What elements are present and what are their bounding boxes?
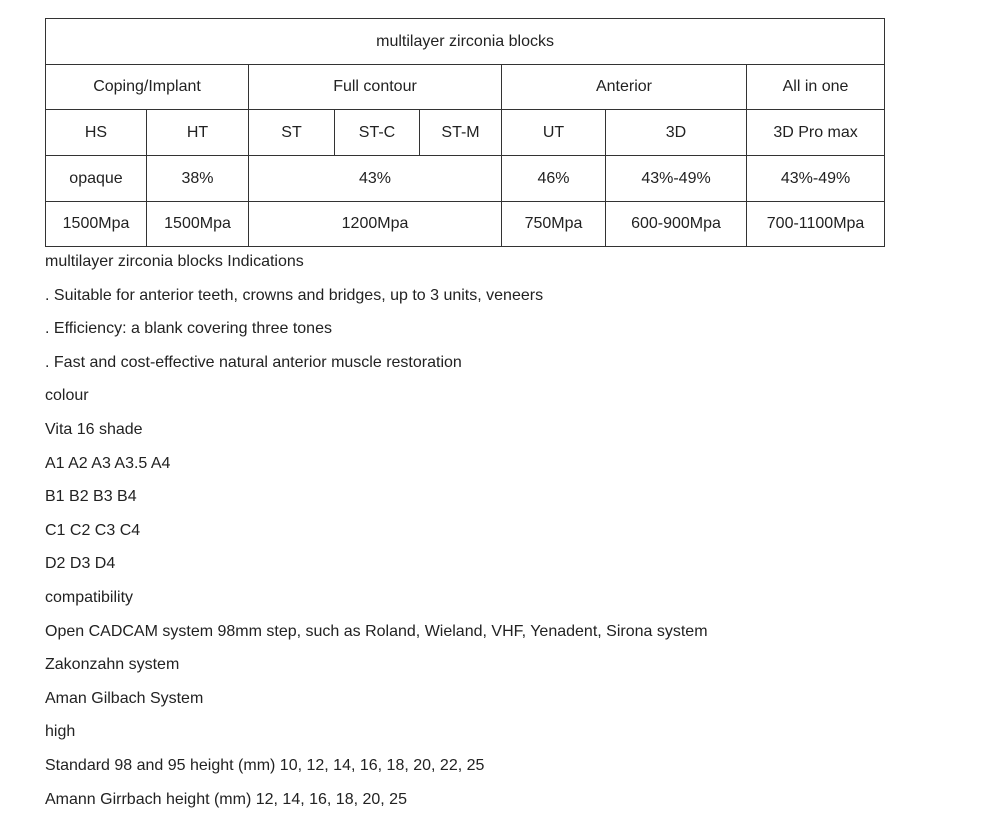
table-title-row xyxy=(46,19,885,65)
table-title: multilayer zirconia blocks xyxy=(46,19,885,65)
strength-row xyxy=(46,202,885,247)
spec-table xyxy=(45,18,885,247)
strength-cell: 1500Mpa xyxy=(46,202,147,247)
shade-group-a: A1 A2 A3 A3.5 A4 xyxy=(45,447,945,481)
translucency-cell: 46% xyxy=(502,156,606,202)
colour-heading: colour xyxy=(45,379,945,413)
translucency-cell: 43%-49% xyxy=(606,156,747,202)
indications-heading: multilayer zirconia blocks Indications xyxy=(45,245,945,279)
category-cell: Coping/Implant xyxy=(46,65,249,110)
height-item: Amann Girrbach height (mm) 12, 14, 16, 18, 20, 25 xyxy=(45,783,945,816)
type-cell: UT xyxy=(502,110,606,156)
compatibility-item: Open CADCAM system 98mm step, such as Roland, Wieland, VHF, Yenadent, Sirona system xyxy=(45,615,945,649)
indication-item: . Efficiency: a blank covering three tones xyxy=(45,312,945,346)
indication-item: . Fast and cost-effective natural anterior muscle restoration xyxy=(45,346,945,380)
type-cell: ST-M xyxy=(420,110,502,156)
translucency-row xyxy=(46,156,885,202)
translucency-cell: 43% xyxy=(249,156,502,202)
type-cell: 3D xyxy=(606,110,747,156)
height-heading: high xyxy=(45,715,945,749)
strength-cell: 1200Mpa xyxy=(249,202,502,247)
compatibility-item: Zakonzahn system xyxy=(45,648,945,682)
translucency-cell: 43%-49% xyxy=(747,156,885,202)
type-cell: HS xyxy=(46,110,147,156)
category-cell: Full contour xyxy=(249,65,502,110)
translucency-cell: opaque xyxy=(46,156,147,202)
shade-system: Vita 16 shade xyxy=(45,413,945,447)
shade-group-c: C1 C2 C3 C4 xyxy=(45,514,945,548)
category-cell: All in one xyxy=(747,65,885,110)
type-cell: HT xyxy=(147,110,249,156)
strength-cell: 600-900Mpa xyxy=(606,202,747,247)
strength-cell: 1500Mpa xyxy=(147,202,249,247)
translucency-cell: 38% xyxy=(147,156,249,202)
category-row xyxy=(46,65,885,110)
strength-cell: 750Mpa xyxy=(502,202,606,247)
height-item: Standard 98 and 95 height (mm) 10, 12, 14, 16, 18, 20, 22, 25 xyxy=(45,749,945,783)
category-cell: Anterior xyxy=(502,65,747,110)
type-row xyxy=(46,110,885,156)
compatibility-item: Aman Gilbach System xyxy=(45,682,945,716)
type-cell: 3D Pro max xyxy=(747,110,885,156)
shade-group-d: D2 D3 D4 xyxy=(45,547,945,581)
type-cell: ST-C xyxy=(335,110,420,156)
indications-section xyxy=(45,245,945,816)
indication-item: . Suitable for anterior teeth, crowns and bridges, up to 3 units, veneers xyxy=(45,279,945,313)
shade-group-b: B1 B2 B3 B4 xyxy=(45,480,945,514)
compatibility-heading: compatibility xyxy=(45,581,945,615)
strength-cell: 700-1100Mpa xyxy=(747,202,885,247)
type-cell: ST xyxy=(249,110,335,156)
